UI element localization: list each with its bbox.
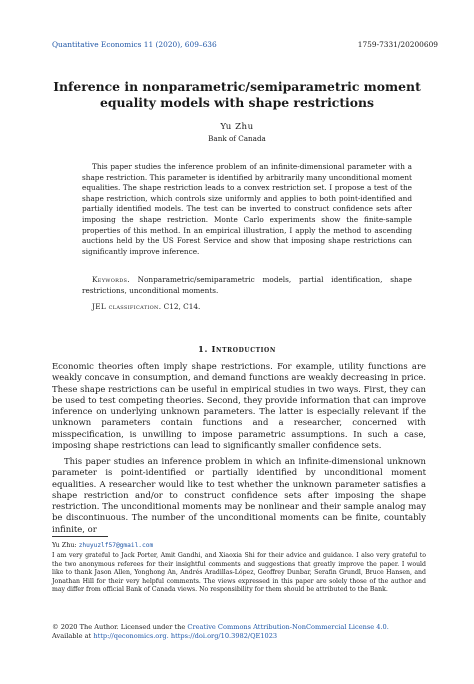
issn-doi-code: 1759-7331/20200609: [357, 40, 438, 49]
journal-site-link[interactable]: http://qeconomics.org.: [93, 632, 169, 641]
keywords-label: Keywords.: [92, 275, 130, 284]
journal-citation: Quantitative Economics 11 (2020), 609–636: [52, 40, 217, 49]
paper-title: Inference in nonparametric/semiparametric moment equality models with shape restrictions: [53, 79, 421, 110]
author-email-link[interactable]: zhuyuzlf57@gmail.com: [78, 542, 154, 549]
abstract-text: This paper studies the inference problem of an infinite-dimensional parameter with a shape restriction. This parameter is identified by arbitrarily many unconditional moment equalities. The shape restriction leads to a convex restriction set. I propose a test of the shape restriction, which controls size uniformly and applies to both point-identified and partially identified models. The test can be inverted to construct confidence sets after imposing the shape restriction. Monte Carlo experiments show the finite-sample properties of this method. In an empirical illustration, I apply the method to ascending auctions held by the US Forest Service and show that imposing shape restrictions can significantly improve inference.: [82, 162, 412, 256]
section-heading-introduction: 1. Introduction: [198, 344, 276, 354]
footnote-author-label: Yu Zhu:: [52, 541, 77, 549]
running-head: [52, 40, 438, 50]
footnote-author-line: [52, 541, 426, 550]
keywords-text: Nonparametric/semiparametric models, partial identification, shape restrictions, unconditional moments.: [82, 275, 412, 295]
jel-codes: C12, C14.: [163, 302, 201, 311]
license-link[interactable]: Creative Commons Attribution-NonCommercial License 4.0.: [187, 623, 389, 631]
body-paragraph-2: This paper studies an inference problem in which an infinite-dimensional unknown parameter is point-identified or partially identified by unconditional moment equalities. A researcher would like to test whether the unknown parameter satisfies a shape restriction and/or to construct confidence sets after imposing the shape restriction. The unconditional moments may be nonlinear and their sample analog may be discontinuous. The number of the unconditional moments can be finite, countably infinite, or: [52, 456, 426, 534]
author-affiliation: Bank of Canada: [208, 134, 266, 143]
keywords: [82, 275, 412, 296]
license-notice: [52, 623, 426, 642]
acknowledgements-footnote: I am very grateful to Jack Porter, Amit Gandhi, and Xiaoxia Shi for their advice and guidance. I also very grateful to the two anonymous referees for their insightful comments and suggestions that greatly improve the paper. I would like to thank Jason Allen, Yonghong An, Andrés Aradillas-López, Geoffrey Dunbar, Serafin Grundl, Bruce Hansen, and Jonathan Hill for their very helpful comments. The views expressed in this paper are solely those of the author and may differ from official Bank of Canada views. No responsibility for them should be attributed to the Bank.: [52, 552, 426, 594]
author-name: Yu Zhu: [220, 122, 254, 132]
footnote-divider: [52, 536, 108, 537]
jel-classification: [82, 302, 412, 313]
jel-label: JEL classification.: [92, 302, 162, 311]
abstract: [82, 162, 412, 257]
license-prefix: © 2020 The Author. Licensed under the: [52, 623, 186, 631]
body-paragraph-1: Economic theories often imply shape restrictions. For example, utility functions are weakly concave in consumption, and demand functions are weakly decreasing in price. These shape restrictions can be useful in empirical studies in two ways. First, they can be used to test competing theories. Second, they provide information that can improve inference on underlying unknown parameters. The latter is especially relevant if the unknown parameters contain functions and a researcher, concerned with misspecification, is unwilling to impose parametric assumptions. In such a case, imposing shape restrictions can lead to significantly smaller confidence sets.: [52, 361, 426, 451]
doi-link[interactable]: https://doi.org/10.3982/QE1023: [170, 632, 278, 641]
available-prefix: Available at: [52, 632, 92, 641]
